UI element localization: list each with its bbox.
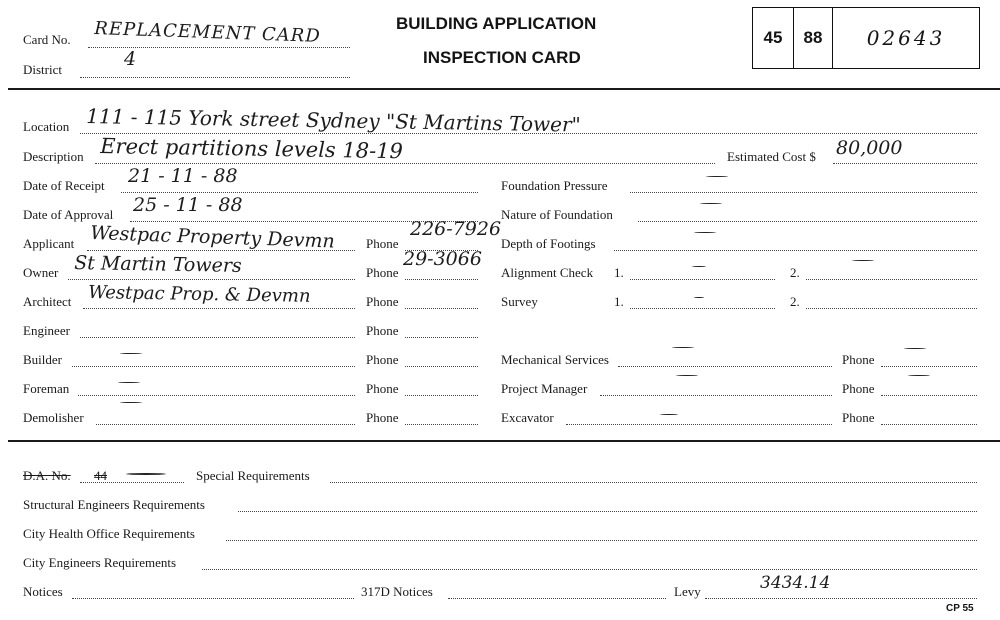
applicant-phone-label: Phone	[366, 236, 399, 251]
district-label: District	[23, 62, 62, 77]
da-no-strike-mark	[126, 473, 166, 475]
alignment-one-label: 1.	[614, 265, 624, 280]
builder-dotline	[72, 366, 355, 367]
middle-rule	[8, 440, 1000, 442]
da-no-label: D.A. No.	[23, 468, 71, 483]
applicant-value: Westpac Property Devmn	[90, 222, 336, 253]
title-line-1: BUILDING APPLICATION	[396, 14, 597, 33]
demolisher-label: Demolisher	[23, 410, 84, 425]
location-value: 111 - 115 York street Sydney "St Martins Tower"	[86, 104, 581, 137]
owner-label: Owner	[23, 265, 59, 280]
depth-footings-dash	[694, 232, 716, 233]
estimated-cost-value: 80,000	[836, 137, 903, 159]
alignment-two-dash	[852, 260, 874, 261]
box-year: 88	[793, 7, 833, 69]
description-dotline	[95, 163, 715, 164]
project-manager-phone-dash	[908, 375, 930, 376]
architect-dotline	[83, 308, 355, 309]
builder-phone-label: Phone	[366, 352, 399, 367]
date-receipt-dotline	[121, 192, 478, 193]
nature-foundation-label: Nature of Foundation	[501, 207, 613, 222]
builder-label: Builder	[23, 352, 62, 367]
mechanical-phone-dotline	[881, 366, 977, 367]
survey-one-dash	[694, 297, 704, 298]
foreman-phone-label: Phone	[366, 381, 399, 396]
excavator-label: Excavator	[501, 410, 554, 425]
project-manager-dash	[676, 375, 698, 376]
owner-value: St Martin Towers	[74, 252, 242, 277]
survey-one-dotline	[630, 308, 775, 309]
foreman-dash-mark	[118, 382, 140, 383]
district-dotline	[80, 77, 350, 78]
estimated-cost-dotline	[833, 163, 977, 164]
levy-dotline	[705, 598, 977, 599]
owner-dotline	[68, 279, 355, 280]
levy-label: Levy	[674, 584, 701, 599]
foundation-pressure-dotline	[630, 192, 977, 193]
da-no-value: 44	[94, 468, 107, 483]
description-label: Description	[23, 149, 84, 164]
location-label: Location	[23, 119, 70, 134]
foundation-pressure-label: Foundation Pressure	[501, 178, 608, 193]
survey-two-label: 2.	[790, 294, 800, 309]
owner-phone-dotline	[405, 279, 478, 280]
engineer-label: Engineer	[23, 323, 70, 338]
notices-label: Notices	[23, 584, 63, 599]
survey-label: Survey	[501, 294, 538, 309]
date-receipt-value: 21 - 11 - 88	[128, 165, 238, 187]
engineer-phone-dotline	[405, 337, 478, 338]
mechanical-phone-dash	[904, 348, 926, 349]
box-prefix: 45	[752, 7, 794, 69]
alignment-one-dotline	[630, 279, 775, 280]
notices-317d-label: 317D Notices	[361, 584, 433, 599]
alignment-two-dotline	[806, 279, 977, 280]
mechanical-dash	[672, 347, 694, 348]
foreman-label: Foreman	[23, 381, 70, 396]
engineer-phone-label: Phone	[366, 323, 399, 338]
date-receipt-label: Date of Receipt	[23, 178, 105, 193]
demolisher-phone-label: Phone	[366, 410, 399, 425]
depth-footings-dotline	[614, 250, 977, 251]
excavator-dash	[660, 414, 678, 415]
box-number: 02643	[832, 7, 980, 69]
engineers-dotline	[202, 569, 977, 570]
architect-value: Westpac Prop. & Devmn	[88, 282, 311, 307]
description-value: Erect partitions levels 18-19	[100, 134, 404, 164]
date-approval-value: 25 - 11 - 88	[133, 194, 243, 216]
builder-phone-dotline	[405, 366, 478, 367]
header-rule	[8, 88, 1000, 90]
mechanical-phone-label: Phone	[842, 352, 875, 367]
special-requirements-dotline	[330, 482, 977, 483]
architect-label: Architect	[23, 294, 72, 309]
structural-dotline	[238, 511, 977, 512]
owner-phone-value: 29-3066	[403, 248, 482, 270]
excavator-dotline	[566, 424, 832, 425]
foundation-pressure-dash	[706, 176, 728, 177]
district-value: 4	[124, 48, 137, 70]
project-manager-phone-label: Phone	[842, 381, 875, 396]
levy-value: 3434.14	[760, 573, 831, 593]
excavator-phone-label: Phone	[842, 410, 875, 425]
alignment-two-label: 2.	[790, 265, 800, 280]
demolisher-dotline	[96, 424, 355, 425]
card-no-label: Card No.	[23, 32, 71, 47]
engineers-label: City Engineers Requirements	[23, 555, 177, 570]
excavator-phone-dotline	[881, 424, 977, 425]
estimated-cost-label: Estimated Cost $	[727, 149, 816, 164]
notices-dotline	[72, 598, 354, 599]
alignment-check-label: Alignment Check	[501, 265, 594, 280]
project-manager-phone-dotline	[881, 395, 977, 396]
demolisher-phone-dotline	[405, 424, 478, 425]
date-approval-label: Date of Approval	[23, 207, 114, 222]
foreman-phone-dotline	[405, 395, 478, 396]
structural-label: Structural Engineers Requirements	[23, 497, 205, 512]
card-no-value: REPLACEMENT CARD	[94, 18, 322, 47]
special-requirements-label: Special Requirements	[196, 468, 310, 483]
owner-phone-label: Phone	[366, 265, 399, 280]
applicant-phone-value: 226-7926	[410, 218, 502, 240]
health-label: City Health Office Requirements	[23, 526, 195, 541]
builder-dash-mark	[120, 353, 142, 354]
architect-phone-dotline	[405, 308, 478, 309]
architect-phone-label: Phone	[366, 294, 399, 309]
mechanical-dotline	[618, 366, 832, 367]
applicant-label: Applicant	[23, 236, 75, 251]
title-line-2: INSPECTION CARD	[423, 48, 581, 67]
project-manager-label: Project Manager	[501, 381, 588, 396]
form-code: CP 55	[946, 603, 974, 614]
alignment-one-dash	[692, 266, 706, 267]
nature-foundation-dotline	[638, 221, 977, 222]
project-manager-dotline	[600, 395, 832, 396]
mechanical-label: Mechanical Services	[501, 352, 609, 367]
health-dotline	[226, 540, 977, 541]
foreman-dotline	[78, 395, 355, 396]
nature-foundation-dash	[700, 203, 722, 204]
engineer-dotline	[80, 337, 355, 338]
depth-footings-label: Depth of Footings	[501, 236, 596, 251]
survey-two-dotline	[806, 308, 977, 309]
notices-317d-dotline	[448, 598, 666, 599]
demolisher-dash-mark	[120, 402, 142, 403]
survey-one-label: 1.	[614, 294, 624, 309]
